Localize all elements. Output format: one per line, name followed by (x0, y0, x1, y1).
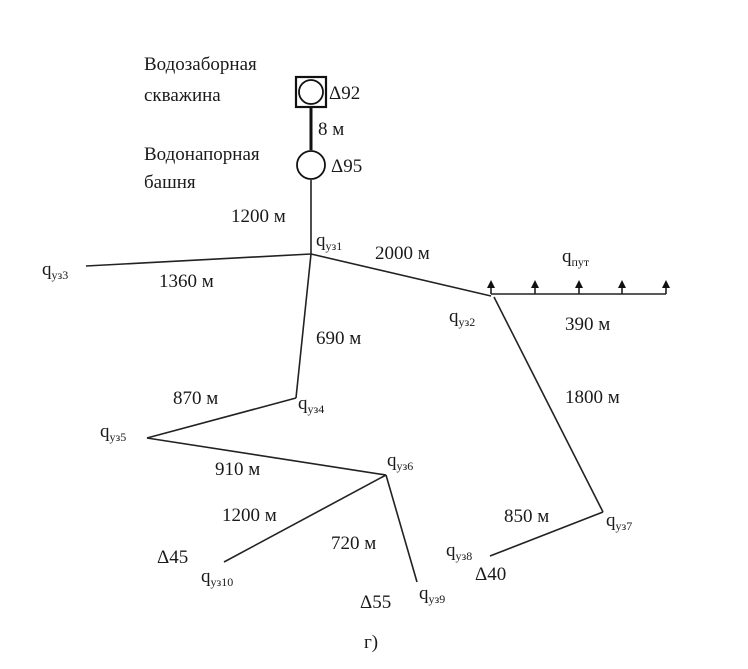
arrow-up-icon (662, 280, 670, 288)
segment-length-n2-n7: 1800 м (565, 387, 620, 408)
segment-length-n1-n4: 690 м (316, 328, 362, 349)
node-label-uz1: $q_{уз1}$ (316, 230, 343, 253)
node-label-uz7: $q_{уз7}$ (606, 510, 633, 533)
tower-label-line2: башня (144, 172, 196, 193)
well-circle-icon (299, 80, 323, 104)
node-label-uz2: $q_{уз2}$ (449, 306, 476, 329)
pipe-n6-n9 (386, 475, 417, 582)
node-label-uz3: $q_{уз3}$ (42, 259, 69, 282)
arrow-up-icon (531, 280, 539, 288)
node-label-uz4: $q_{уз4}$ (298, 393, 325, 416)
node-label-uz6: $q_{уз6}$ (387, 450, 414, 473)
arrow-up-icon (487, 280, 495, 288)
well-elevation: Δ92 (329, 83, 361, 104)
well-symbol (296, 77, 326, 107)
arrow-up-icon (618, 280, 626, 288)
segment-length-n1-n3: 1360 м (159, 271, 214, 292)
well-label-line2: скважина (144, 85, 221, 106)
pipe-n1-n3 (86, 254, 311, 266)
well-label-line1: Водозаборная (144, 54, 257, 75)
segment-length-n6-n9: 720 м (331, 533, 377, 554)
tower-elevation: Δ95 (331, 156, 363, 177)
segment-length-n7-n8: 850 м (504, 506, 550, 527)
elevation-n8: Δ40 (475, 564, 507, 585)
figure-caption: г) (364, 632, 379, 653)
pipe-n1-n4 (296, 254, 311, 398)
pipe-n5-n6 (147, 438, 386, 475)
segment-length-n1-n2: 2000 м (375, 243, 430, 264)
segment-length-n2-distributed: 390 м (565, 314, 611, 335)
node-label-uz9: $q_{уз9}$ (419, 583, 446, 606)
node-label-uz5: $q_{уз5}$ (100, 421, 127, 444)
segment-length-n5-n6: 910 м (215, 459, 261, 480)
node-label-put: $q_{пут}$ (562, 246, 590, 269)
tower-label-line1: Водонапорная (144, 144, 260, 165)
node-label-uz10: $q_{уз10}$ (201, 566, 234, 589)
elevation-n9: Δ55 (360, 592, 392, 613)
segment-length-well-tower: 8 м (318, 119, 345, 140)
segment-length-tower-n1: 1200 м (231, 206, 286, 227)
segment-length-n6-n10: 1200 м (222, 505, 277, 526)
distributed-flow-arrows (487, 280, 670, 294)
tower-circle-icon (297, 151, 325, 179)
segment-length-n4-n5: 870 м (173, 388, 219, 409)
elevation-n10: Δ45 (157, 547, 189, 568)
arrow-up-icon (575, 280, 583, 288)
node-label-uz8: $q_{уз8}$ (446, 540, 473, 563)
pipe-n4-n5 (147, 398, 296, 438)
